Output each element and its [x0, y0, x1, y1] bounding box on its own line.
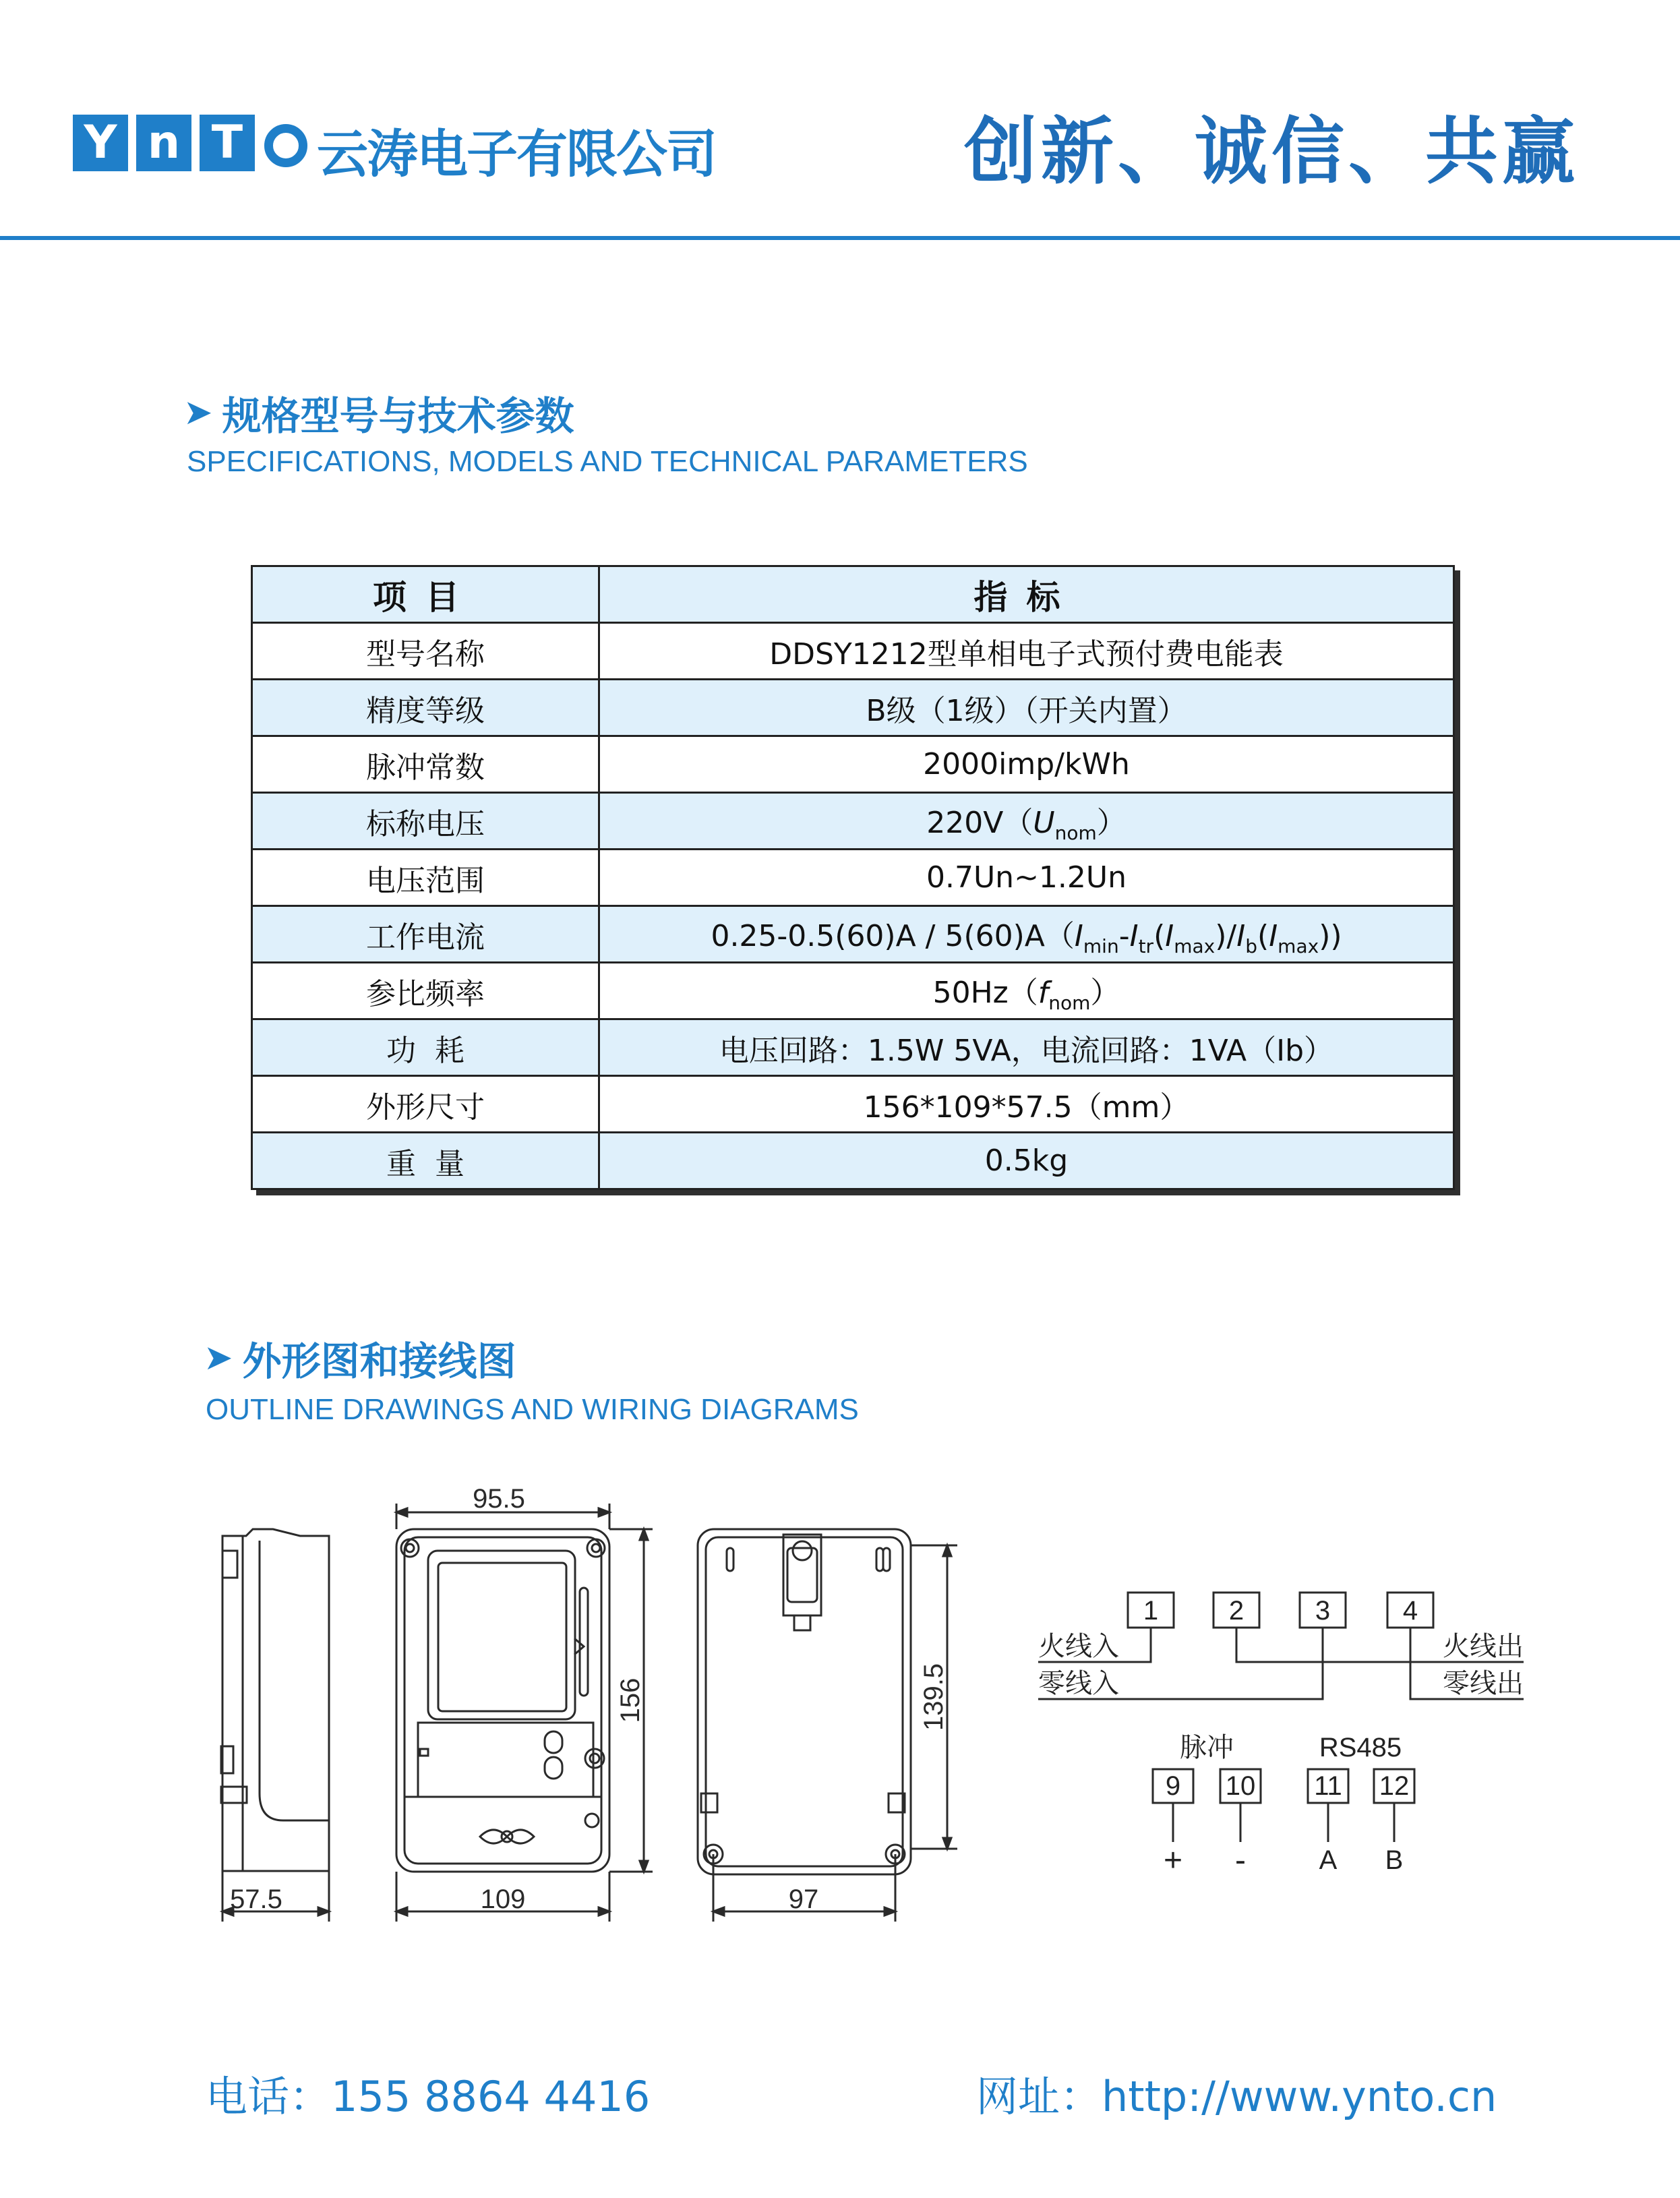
voltage-symbol: U — [1033, 805, 1055, 840]
row-value: 156*109*57.5（mm） — [599, 1076, 1454, 1133]
voltage-subscript: nom — [1054, 821, 1097, 844]
terminal-1-label: 1 — [1143, 1596, 1159, 1626]
row-item: 外形尺寸 — [252, 1076, 599, 1133]
pulse-label: 脉冲 — [1180, 1733, 1234, 1762]
terminal-9-label: 9 — [1165, 1771, 1181, 1801]
freq-symbol: f — [1038, 975, 1049, 1010]
side-view-drawing — [221, 1529, 329, 1922]
row-value: 0.7Un~1.2Un — [599, 850, 1454, 906]
dim-label-front-width: 109 — [480, 1884, 526, 1914]
live-in-label: 火线入 — [1038, 1632, 1119, 1661]
sign-a: A — [1319, 1845, 1338, 1875]
terminal-10-label: 10 — [1225, 1771, 1256, 1801]
rs485-label: RS485 — [1319, 1733, 1402, 1762]
terminal-12-label: 12 — [1379, 1771, 1410, 1801]
dim-label-side-width: 57.5 — [230, 1884, 282, 1914]
company-name: 云涛电子有限公司 — [317, 124, 716, 184]
freq-text: 50Hz（ — [932, 975, 1038, 1010]
dim-arrow — [640, 1861, 648, 1872]
row-value: DDSY1212型单相电子式预付费电能表 — [599, 623, 1454, 680]
dim-arrow — [943, 1545, 951, 1556]
row-item: 电压范围 — [252, 850, 599, 906]
terminal-11-label: 11 — [1314, 1771, 1342, 1801]
freq-tail: ） — [1090, 975, 1120, 1010]
formula-sub: max — [1174, 934, 1216, 957]
header-spec: 指标 — [599, 566, 1454, 623]
terminal-4-label: 4 — [1402, 1596, 1418, 1626]
formula-part: I — [1269, 918, 1278, 953]
row-value: B级（1级）（开关内置） — [599, 680, 1454, 736]
row-item: 功 耗 — [252, 1019, 599, 1076]
dim-arrow — [640, 1529, 648, 1540]
formula-part: - — [1118, 918, 1130, 953]
formula-part: ( — [1153, 918, 1166, 953]
row-item: 型号名称 — [252, 623, 599, 680]
formula-part: I — [1165, 918, 1174, 953]
dim-label-back-width: 97 — [788, 1884, 819, 1914]
logo-letter-y: Y — [73, 115, 128, 171]
terminal-3-label: 3 — [1315, 1596, 1331, 1626]
formula-part: )/ — [1215, 918, 1237, 953]
sign-plus: + — [1163, 1843, 1183, 1878]
formula-sub: tr — [1138, 934, 1154, 957]
formula-part: I — [1236, 918, 1246, 953]
formula-part: I — [1074, 918, 1083, 953]
row-item: 标称电压 — [252, 793, 599, 850]
row-item: 脉冲常数 — [252, 736, 599, 793]
section-drawings-title-en: OUTLINE DRAWINGS AND WIRING DIAGRAMS — [206, 1393, 859, 1426]
row-item: 精度等级 — [252, 680, 599, 736]
arrow-icon: ➤ — [183, 392, 213, 433]
row-item: 重 量 — [252, 1133, 599, 1189]
dim-arrow — [599, 1508, 609, 1516]
formula-part: ( — [1257, 918, 1269, 953]
formula-sub: min — [1083, 934, 1119, 957]
dim-arrow — [318, 1907, 329, 1915]
footer-website[interactable]: 网址：http://www.ynto.cn — [976, 2072, 1497, 2121]
dim-arrow — [713, 1907, 724, 1915]
row-value: 0.5kg — [599, 1133, 1454, 1189]
logo-letter-t: T — [200, 115, 255, 171]
voltage-text: 220V（ — [926, 805, 1033, 840]
arrow-icon: ➤ — [204, 1338, 233, 1378]
dim-arrow — [396, 1508, 407, 1516]
current-text: 0.25-0.5(60)A / 5(60)A（ — [711, 918, 1075, 953]
formula-sub: max — [1278, 934, 1319, 957]
section-drawings-title-cn: 外形图和接线图 — [242, 1338, 516, 1384]
row-value: 电压回路：1.5W 5VA，电流回路：1VA（Ib） — [599, 1019, 1454, 1076]
header-item: 项目 — [252, 566, 599, 623]
dim-arrow — [599, 1907, 609, 1915]
sign-b: B — [1385, 1845, 1404, 1875]
dim-label-back-height: 139.5 — [919, 1663, 949, 1731]
footer-phone: 电话：155 8864 4416 — [206, 2072, 651, 2121]
row-value: 2000imp/kWh — [599, 736, 1454, 793]
neutral-in-label: 零线入 — [1038, 1669, 1119, 1698]
dim-label-front-top: 95.5 — [473, 1484, 525, 1514]
formula-part: )) — [1319, 918, 1342, 953]
row-item: 工作电流 — [252, 906, 599, 963]
freq-subscript: nom — [1048, 991, 1091, 1014]
dim-arrow — [884, 1907, 895, 1915]
live-out-label: 火线出 — [1443, 1632, 1524, 1661]
neutral-out-label: 零线出 — [1443, 1669, 1524, 1698]
wiring-diagram — [1038, 1593, 1524, 1842]
logo-letter-n: n — [136, 115, 191, 171]
sign-minus: - — [1235, 1843, 1246, 1878]
section-specs-title-en: SPECIFICATIONS, MODELS AND TECHNICAL PARAMETERS — [187, 445, 1028, 478]
voltage-tail: ） — [1096, 805, 1127, 840]
back-view-drawing — [698, 1529, 911, 1874]
section-specs-title-cn: 规格型号与技术参数 — [222, 393, 574, 439]
dim-arrow — [396, 1907, 407, 1915]
front-view-drawing — [396, 1529, 609, 1872]
formula-sub: b — [1245, 934, 1258, 957]
formula-part: I — [1129, 918, 1139, 953]
row-item: 参比频率 — [252, 963, 599, 1019]
slogan: 创新、诚信、共赢 — [963, 109, 1579, 194]
dim-label-front-height: 156 — [616, 1677, 645, 1723]
dim-arrow — [943, 1838, 951, 1849]
terminal-2-label: 2 — [1228, 1596, 1244, 1626]
